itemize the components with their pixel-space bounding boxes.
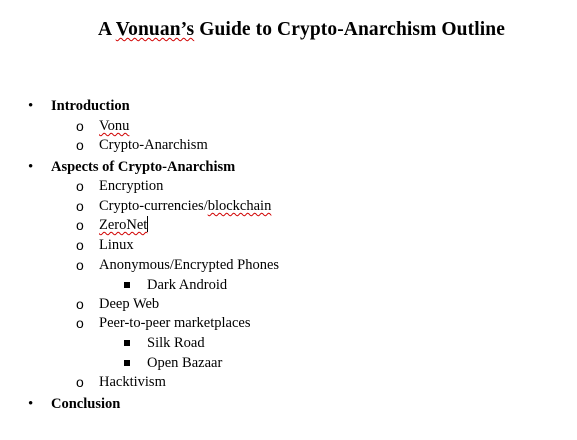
hollow-bullet-icon: o: [76, 217, 84, 233]
item-label: Peer-to-peer marketplaces: [99, 315, 251, 331]
hollow-bullet-icon: o: [76, 374, 84, 390]
item-label: Encryption: [99, 178, 164, 194]
section-label: Conclusion: [51, 396, 121, 412]
item-label-part-misspelled: blockchain: [207, 198, 272, 214]
square-bullet-icon: [124, 282, 130, 288]
hollow-bullet-icon: o: [76, 257, 84, 273]
bullet-icon: •: [28, 396, 34, 412]
title-part: Guide to Crypto-Anarchism Outline: [194, 19, 505, 40]
item-label: Linux: [99, 237, 134, 253]
item-label: Hacktivism: [99, 374, 166, 390]
subitem-label: Silk Road: [147, 335, 205, 351]
hollow-bullet-icon: o: [76, 237, 84, 253]
title-part-misspelled: Vonuan’s: [115, 19, 195, 40]
hollow-bullet-icon: o: [76, 178, 84, 194]
item-label-wrap: [99, 216, 148, 234]
document-title: [98, 19, 505, 41]
section-label: Aspects of Crypto-Anarchism: [51, 159, 236, 175]
item-label: Crypto-Anarchism: [99, 137, 208, 153]
item-label: ZeroNet: [99, 217, 148, 233]
subitem-label: Open Bazaar: [147, 355, 223, 371]
item-label: Deep Web: [99, 296, 160, 312]
hollow-bullet-icon: o: [76, 198, 84, 214]
bullet-icon: •: [28, 98, 34, 114]
hollow-bullet-icon: o: [76, 118, 84, 134]
square-bullet-icon: [124, 340, 130, 346]
hollow-bullet-icon: o: [76, 296, 84, 312]
text-cursor: [147, 216, 148, 232]
title-part: A: [98, 19, 116, 40]
item-label: [99, 197, 271, 215]
section-label: Introduction: [51, 98, 130, 114]
subitem-label: Dark Android: [147, 277, 228, 293]
hollow-bullet-icon: o: [76, 315, 84, 331]
square-bullet-icon: [124, 360, 130, 366]
bullet-icon: •: [28, 159, 34, 175]
item-label: Vonu: [99, 118, 130, 134]
item-label: Anonymous/Encrypted Phones: [99, 257, 280, 273]
item-label-part: Crypto-currencies/: [99, 198, 208, 214]
hollow-bullet-icon: o: [76, 137, 84, 153]
